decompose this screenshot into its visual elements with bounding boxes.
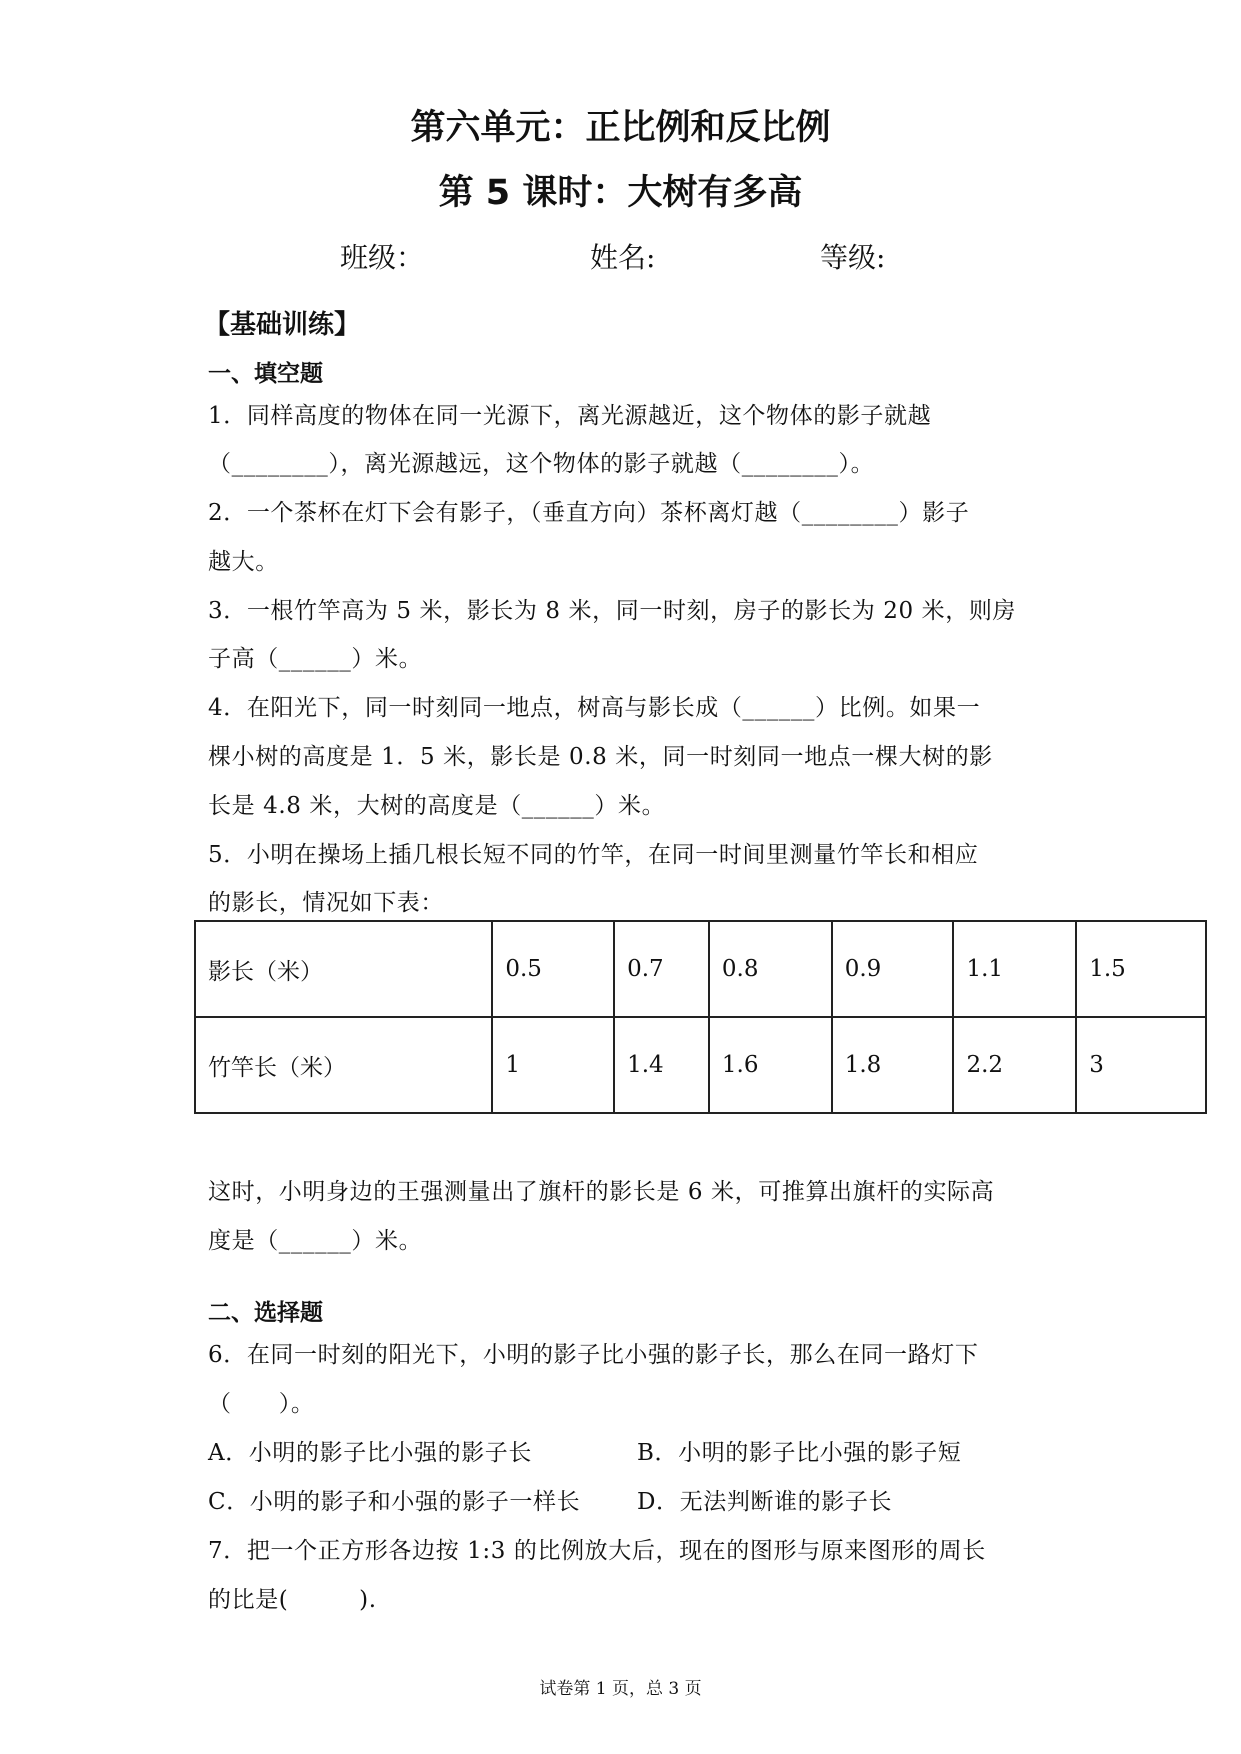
- section-fill-in: 一、填空题: [208, 361, 323, 387]
- table-cell: 0.9: [832, 921, 954, 1017]
- question-6-line-1: 6．在同一时刻的阳光下，小明的影子比小强的影子长，那么在同一路灯下: [208, 1342, 979, 1368]
- table-cell: 3: [1076, 1017, 1206, 1113]
- question-2-line-2: 越大。: [208, 549, 279, 575]
- class-label: 班级：: [340, 241, 425, 274]
- grade-label: 等级:: [820, 241, 886, 274]
- row-header-shadow: 影长（米）: [195, 921, 492, 1017]
- table-cell: 1.4: [614, 1017, 709, 1113]
- table-cell: 0.7: [614, 921, 709, 1017]
- table-cell: 2.2: [953, 1017, 1076, 1113]
- question-1-line-2: （________），离光源越远，这个物体的影子就越（________）。: [208, 451, 875, 477]
- name-label: 姓名:: [590, 241, 656, 274]
- question-5-line-2: 的影长，情况如下表：: [208, 890, 444, 916]
- lesson-title: 第 5 课时：大树有多高: [438, 173, 803, 213]
- question-5-followup-line-1: 这时，小明身边的王强测量出了旗杆的影长是 6 米，可推算出旗杆的实际高: [208, 1179, 995, 1205]
- question-7-line-1: 7．把一个正方形各边按 1:3 的比例放大后，现在的图形与原来图形的周长: [208, 1538, 986, 1564]
- question-3-line-2: 子高（______）米。: [208, 646, 423, 672]
- question-4-line-3: 长是 4.8 米，大树的高度是（______）米。: [208, 793, 666, 819]
- question-7-line-2: 的比是( ).: [208, 1587, 377, 1613]
- page-footer: 试卷第 1 页，总 3 页: [539, 1679, 702, 1699]
- option-c: C．小明的影子和小强的影子一样长: [208, 1489, 581, 1515]
- table-cell: 1.6: [709, 1017, 832, 1113]
- section-basic-training: 【基础训练】: [204, 310, 361, 340]
- table-cell: 1.8: [832, 1017, 954, 1113]
- table-cell: 1.5: [1076, 921, 1206, 1017]
- table-row: [195, 921, 1206, 1017]
- question-5-followup-line-2: 度是（______）米。: [208, 1228, 423, 1254]
- question-2-line-1: 2．一个茶杯在灯下会有影子，（垂直方向）茶杯离灯越（________）影子: [208, 500, 970, 526]
- question-1-line-1: 1．同样高度的物体在同一光源下，离光源越近，这个物体的影子就越: [208, 403, 932, 429]
- row-header-pole: 竹竿长（米）: [195, 1017, 492, 1113]
- table-cell: 1: [492, 1017, 614, 1113]
- table-cell: 0.5: [492, 921, 614, 1017]
- section-multiple-choice: 二、选择题: [208, 1300, 323, 1326]
- question-3-line-1: 3．一根竹竿高为 5 米，影长为 8 米，同一时刻，房子的影长为 20 米，则房: [208, 598, 1017, 624]
- unit-title: 第六单元：正比例和反比例: [410, 108, 831, 148]
- option-a: A．小明的影子比小强的影子长: [208, 1440, 533, 1466]
- table-row: [195, 1017, 1206, 1113]
- table-cell: 0.8: [709, 921, 832, 1017]
- question-6-line-2: （ ）。: [208, 1391, 315, 1417]
- option-b: B．小明的影子比小强的影子短: [637, 1440, 962, 1466]
- question-4-line-2: 棵小树的高度是 1．5 米，影长是 0.8 米，同一时刻同一地点一棵大树的影: [208, 744, 993, 770]
- table-cell: 1.1: [953, 921, 1076, 1017]
- question-4-line-1: 4．在阳光下，同一时刻同一地点，树高与影长成（______）比例。如果一: [208, 695, 981, 721]
- shadow-length-table: [194, 920, 1207, 1114]
- question-5-line-1: 5．小明在操场上插几根长短不同的竹竿，在同一时间里测量竹竿长和相应: [208, 842, 979, 868]
- option-d: D．无法判断谁的影子长: [637, 1489, 893, 1515]
